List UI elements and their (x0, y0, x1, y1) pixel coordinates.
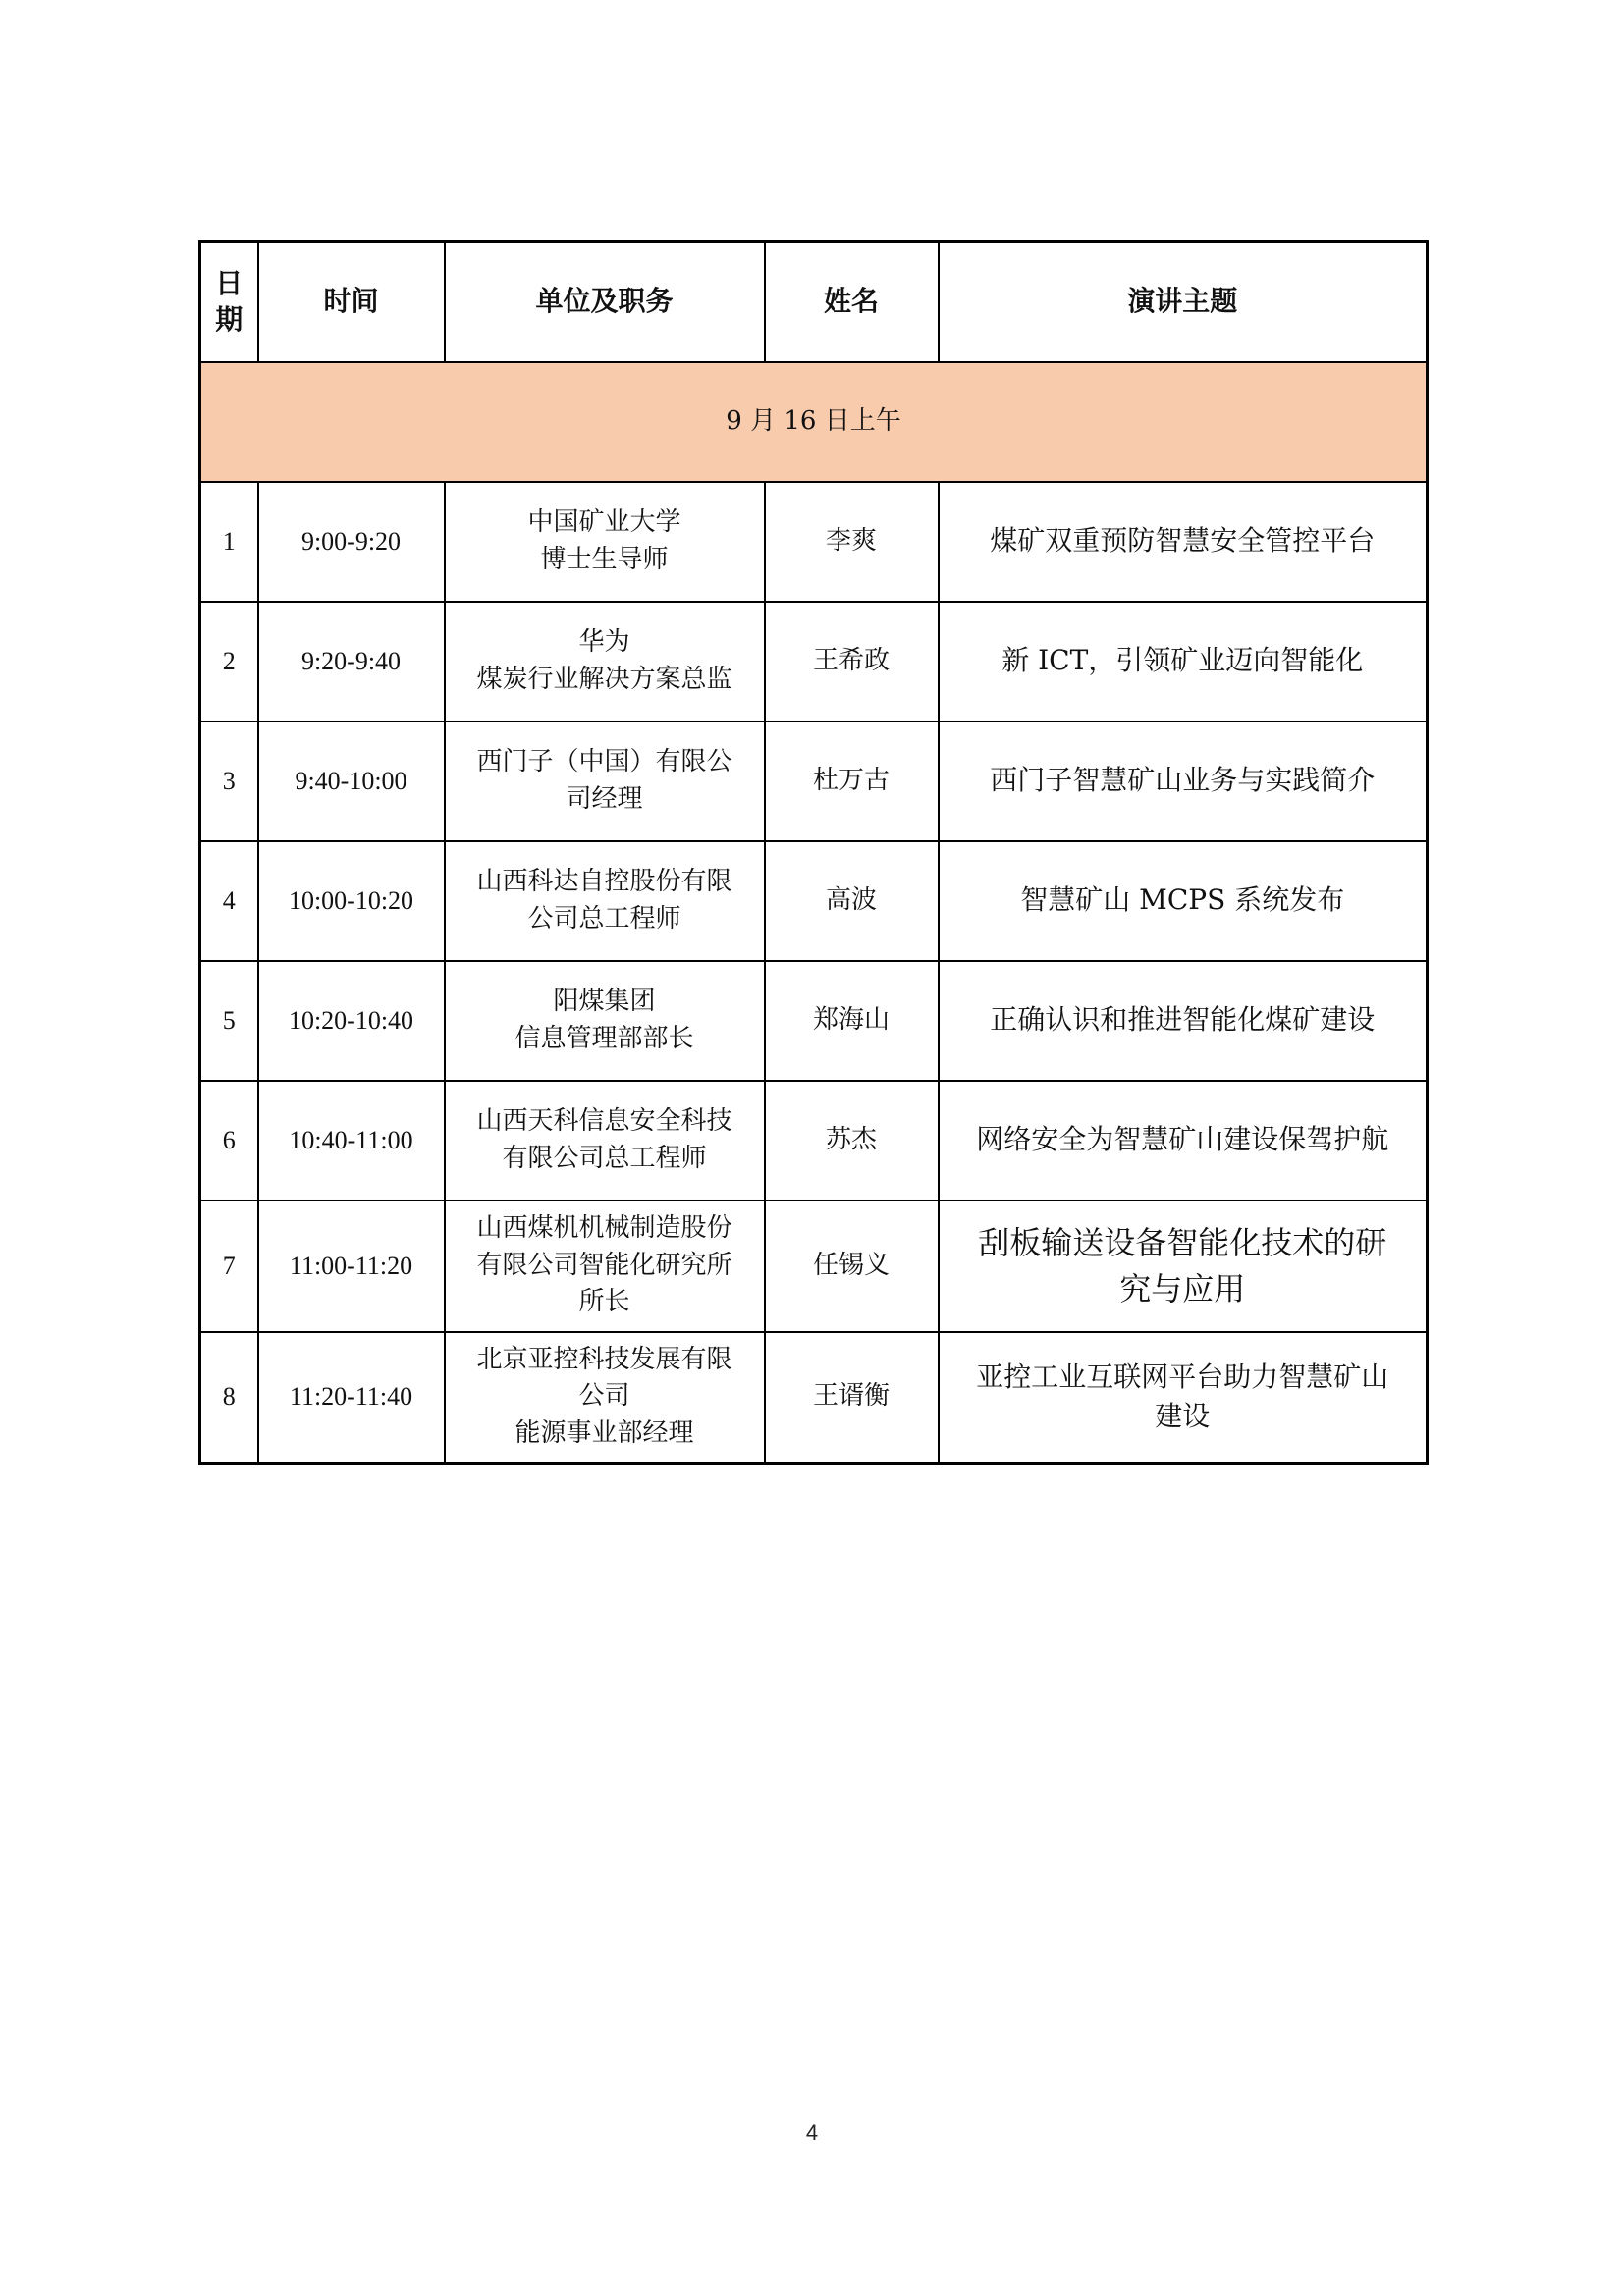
row-number: 1 (200, 482, 258, 602)
row-name: 李爽 (765, 482, 939, 602)
header-row (200, 242, 1428, 362)
row-name: 王希政 (765, 602, 939, 721)
row-org: 中国矿业大学 博士生导师 (445, 482, 765, 602)
row-org: 华为 煤炭行业解决方案总监 (445, 602, 765, 721)
row-org: 北京亚控科技发展有限 公司 能源事业部经理 (445, 1332, 765, 1464)
table-row (200, 482, 1428, 602)
row-org: 阳煤集团 信息管理部部长 (445, 961, 765, 1081)
row-topic: 智慧矿山 MCPS 系统发布 (939, 841, 1428, 961)
row-topic: 煤矿双重预防智慧安全管控平台 (939, 482, 1428, 602)
header-org: 单位及职务 (445, 242, 765, 362)
row-time: 10:40-11:00 (258, 1081, 445, 1201)
row-time: 9:00-9:20 (258, 482, 445, 602)
row-number: 6 (200, 1081, 258, 1201)
row-name: 苏杰 (765, 1081, 939, 1201)
row-topic: 正确认识和推进智能化煤矿建设 (939, 961, 1428, 1081)
row-name: 郑海山 (765, 961, 939, 1081)
header-topic: 演讲主题 (939, 242, 1428, 362)
row-number: 5 (200, 961, 258, 1081)
row-topic: 新 ICT，引领矿业迈向智能化 (939, 602, 1428, 721)
row-topic: 网络安全为智慧矿山建设保驾护航 (939, 1081, 1428, 1201)
row-number: 7 (200, 1201, 258, 1332)
agenda-table (198, 240, 1429, 1465)
table-row (200, 721, 1428, 841)
row-org: 山西天科信息安全科技 有限公司总工程师 (445, 1081, 765, 1201)
row-name: 杜万古 (765, 721, 939, 841)
row-time: 11:00-11:20 (258, 1201, 445, 1332)
table-row (200, 602, 1428, 721)
table-row (200, 1081, 1428, 1201)
header-time: 时间 (258, 242, 445, 362)
row-topic: 亚控工业互联网平台助力智慧矿山 建设 (939, 1332, 1428, 1464)
row-time: 10:00-10:20 (258, 841, 445, 961)
row-time: 9:20-9:40 (258, 602, 445, 721)
row-time: 10:20-10:40 (258, 961, 445, 1081)
row-topic: 西门子智慧矿山业务与实践简介 (939, 721, 1428, 841)
header-name: 姓名 (765, 242, 939, 362)
row-time: 11:20-11:40 (258, 1332, 445, 1464)
header-date: 日 期 (200, 242, 258, 362)
row-name: 任锡义 (765, 1201, 939, 1332)
row-org: 山西科达自控股份有限 公司总工程师 (445, 841, 765, 961)
section-title: 9 月 16 日上午 (200, 362, 1428, 482)
row-org: 西门子（中国）有限公 司经理 (445, 721, 765, 841)
table-row (200, 961, 1428, 1081)
table-row (200, 1332, 1428, 1464)
page-number: 4 (805, 2120, 819, 2145)
table-row (200, 1201, 1428, 1332)
section-row (200, 362, 1428, 482)
row-number: 2 (200, 602, 258, 721)
row-number: 4 (200, 841, 258, 961)
row-number: 3 (200, 721, 258, 841)
row-time: 9:40-10:00 (258, 721, 445, 841)
row-number: 8 (200, 1332, 258, 1464)
table-row (200, 841, 1428, 961)
row-name: 王谞衡 (765, 1332, 939, 1464)
row-name: 高波 (765, 841, 939, 961)
row-topic: 刮板输送设备智能化技术的研 究与应用 (939, 1201, 1428, 1332)
row-org: 山西煤机机械制造股份 有限公司智能化研究所 所长 (445, 1201, 765, 1332)
